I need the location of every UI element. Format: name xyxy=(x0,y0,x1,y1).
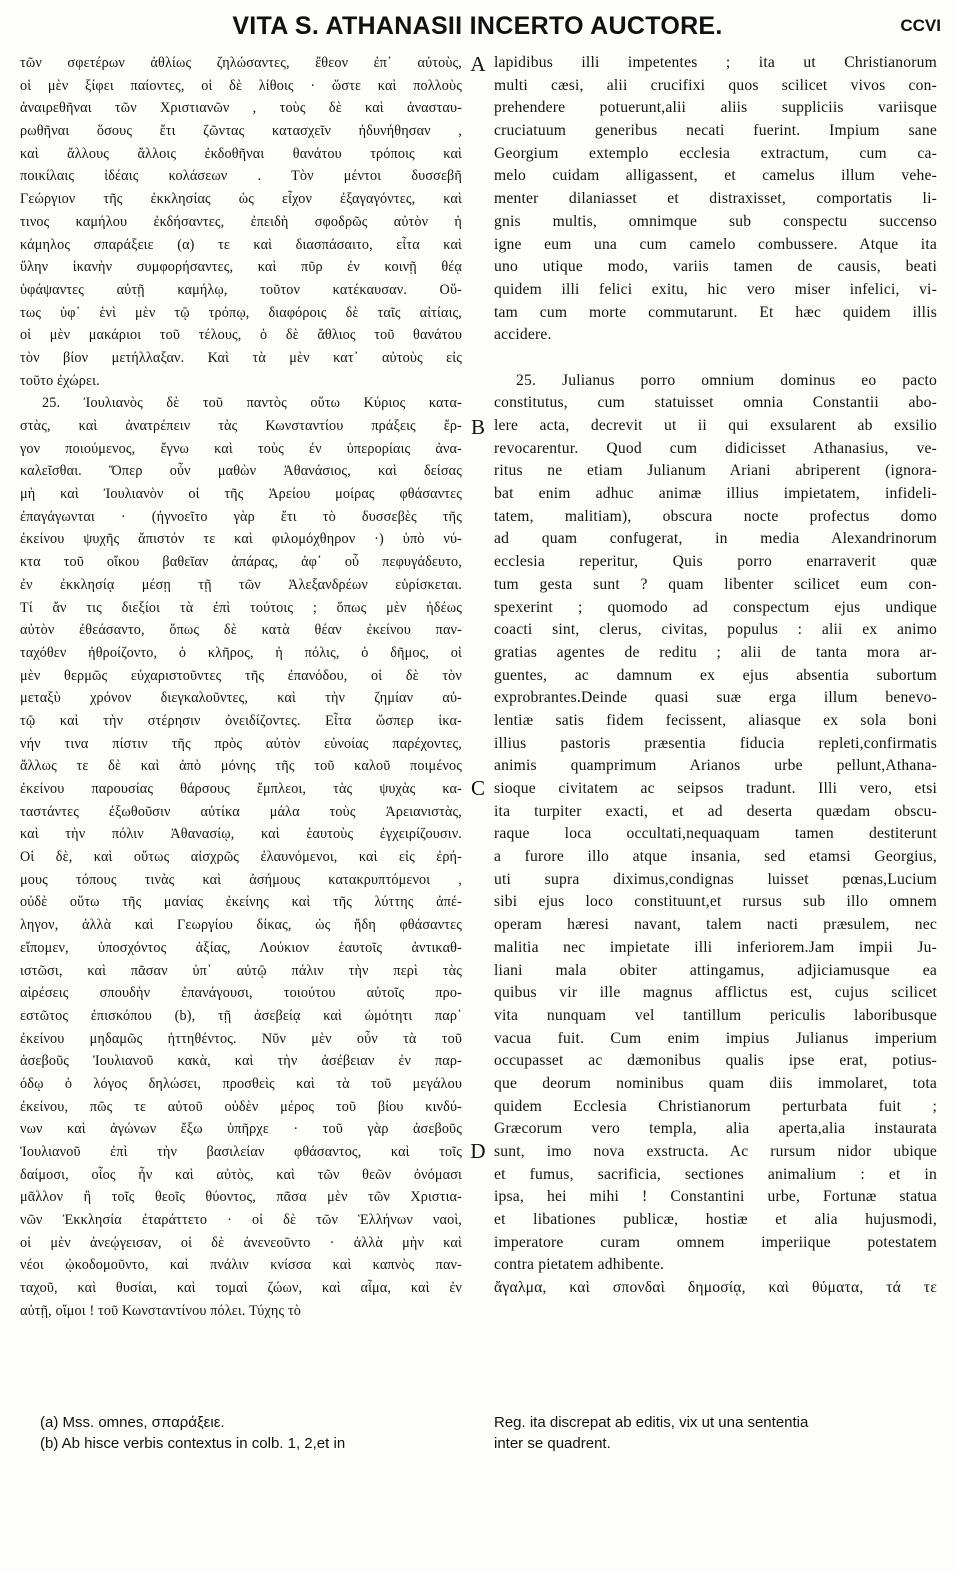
greek-text-line: τῷ καὶ τὴν στέρησιν ὀνειδίζοντες. Εἶτα ὥσπερ ἱκα- xyxy=(20,712,462,729)
latin-text-line: uno utique modo, variis tamen de causis, beati xyxy=(494,258,937,276)
running-title: VITA S. ATHANASII INCERTO AUCTORE. xyxy=(232,12,723,40)
latin-text-line: illius pastoris præsentia fiducia repleti,confirmatis xyxy=(494,734,937,752)
greek-text-line: οἱ μὲν μακάριοι τοῦ τέλους, ὁ δὲ ἄθλιος τοῦ θανάτου xyxy=(20,327,462,344)
latin-text-line: uti supra diximus,condignas luisset pœnas,Lucium xyxy=(494,870,937,888)
greek-text-line: ταχοῦ, καὶ θυσίαι, καὶ τομαὶ ζώων, καὶ αἷμα, καὶ ἐν xyxy=(20,1280,462,1297)
greek-text-line: γον ποιούμενος, ἔγνω καὶ τοὺς ἐν ὑπερορίαις ἀνα- xyxy=(20,440,462,457)
greek-text-line: καλεῖσθαι. Ὅπερ οὖν μαθὼν Ἀθανάσιος, καὶ δείσας xyxy=(20,463,462,480)
latin-text-line: liani mala obiter attingamus, adjiciamusque ea xyxy=(494,961,937,979)
greek-text-line: ἐκείνου ψυχῆς ἄπιστόν τε καὶ φιλομόχθηρον ·) ὑπὸ νύ- xyxy=(20,531,462,548)
greek-text-line: καὶ τὴν πόλιν Ἀθανασίῳ, καὶ ἑαυτοὺς ἐγχειρίζουσιν. xyxy=(20,826,462,843)
latin-text-line: tum gesta sunt ? quam libenter scilicet eum con- xyxy=(494,575,937,593)
footnote-line: inter se quadrent. xyxy=(494,1435,611,1452)
greek-text-line: μᾶλλον ἢ τοῖς θεοῖς θύοντος, πᾶσα μὲν τῶν Χριστια- xyxy=(20,1189,462,1206)
greek-text-line: τως ὑφ᾽ ἑνὶ μὲν τῷ τρόπῳ, διαφόροις δὲ ταῖς αἰτίαις, xyxy=(20,304,462,321)
latin-text-line: lentiæ satis fidem fecissent, aliasque ex sola boni xyxy=(494,711,937,729)
latin-text-line: et libationes publicæ, hostiæ et alia hujusmodi, xyxy=(494,1211,937,1229)
greek-text-line: Ἰουλιανοῦ ἐπὶ τὴν βασιλείαν φθάσαντος, καὶ τοῖς xyxy=(20,1144,462,1160)
latin-text-line: que deorum nominibus quam diis immolaret, tota xyxy=(494,1074,937,1092)
latin-text-line: Georgium extemplo ecclesia extractum, cum ca- xyxy=(494,144,937,162)
latin-text-line: gnis multis, omnimque sub conspectu succenso xyxy=(494,212,937,230)
latin-text-line: spexerint ; quomodo ad conspectum ejus undique xyxy=(494,598,937,616)
latin-text-line: bat enim adhuc animæ illius impietatem, infideli- xyxy=(494,485,937,503)
greek-text-line: αὐτὸν ἐθεάσαντο, ὅπως δὲ κατὰ θέαν ἐκείνου παν- xyxy=(20,622,462,639)
latin-text-line: tam cum morte commutarunt. Et hæc quidem illis xyxy=(494,303,937,321)
greek-text-line: ἐπαγάγωνται · (ἠγνοεῖτο γὰρ ἔτι τὸ δυσσεβὲς τῆς xyxy=(20,508,462,525)
latin-text-line: revocarentur. Quod cum didicisset Athanasius, ve- xyxy=(494,439,937,457)
latin-text-line: occupasset ac dæmonibus qualis ipse erat, potius- xyxy=(494,1052,937,1070)
latin-text-line: ad quam confugerat, in media Alexandrinorum xyxy=(494,530,937,548)
greek-text-line: ληγον, ἀλλὰ καὶ Γεωργίου δίκας, ὡς ἤδη φθάσαντες xyxy=(20,917,462,934)
latin-text-line: et fumus, sacrificia, sectiones animalium : et in xyxy=(494,1165,937,1183)
latin-text-line: lapidibus illi impetentes ; ita ut Christianorum xyxy=(494,54,937,71)
greek-text-line: τὸν βίον μετήλλαξαν. Καὶ τὰ μὲν κατ᾽ αὐτοὺς εἰς xyxy=(20,349,462,366)
greek-text-column xyxy=(20,52,462,1323)
latin-text-line: imperatore curam omnem imperiique potestatem xyxy=(494,1233,937,1251)
latin-text-line: sioque civitatem ac seipsos tradunt. Illi vero, etsi xyxy=(494,780,937,797)
latin-text-line: guentes, ac damnum ex ejus absentia subortum xyxy=(494,666,937,684)
latin-text-line: operam hæresi navant, talem nacti præsulem, nec xyxy=(494,916,937,934)
latin-text-line: multi cæsi, alii crucifixi quos scilicet vivos con- xyxy=(494,76,937,94)
greek-text-line: ἀσεβοῦς Ἰουλιανοῦ κακὰ, καὶ τὴν ἀσέβειαν ἐν παρ- xyxy=(20,1053,462,1070)
greek-text-line: ἄλλως τε δὲ καὶ ἀπὸ μόνης τῆς τοῦ καλοῦ ποιμένος xyxy=(20,758,462,775)
latin-text-line: constitutus, cum statuisset omnia Constantii abo- xyxy=(494,394,937,412)
greek-text-line: μὲν θερμῶς εὐχαριστοῦντες τῆς ἐπανόδου, οἱ δὲ τὸν xyxy=(20,667,462,684)
greek-text-line: νήν τινα πίστιν τῆς πρὸς αὐτὸν εὐνοίας παρέχοντες, xyxy=(20,735,462,752)
latin-text-line: accidere. xyxy=(494,326,552,344)
greek-text-line: μους τόπους τινὰς καὶ ἀσήμους κατακρυπτόμενοι , xyxy=(20,871,462,888)
greek-text-line: εστῶτος ἐπισκόπου (b), τῇ ἀσεβείᾳ καὶ ὠμότητι παρ᾽ xyxy=(20,1007,462,1024)
latin-text-line: raque loca occultati,nequaquam tamen destiterunt xyxy=(494,825,937,843)
latin-text-line: ita turpiter exacti, et ad deserta quædam obscu- xyxy=(494,802,937,820)
greek-text-line: κτα τοῦ οἴκου βαθεῖαν ἀπάρας, ἀφ᾽ οὗ πεφυγάδευτο, xyxy=(20,554,462,571)
footnotes-right xyxy=(494,1412,934,1454)
greek-text-line: καὶ ἄλλους ἄλλοις ἐκδοθῆναι θανάτου τρόποις καὶ xyxy=(20,145,462,162)
greek-text-line: Οἱ δὲ, καὶ οὕτως αἰσχρῶς ἐλαυνόμενοι, καὶ εἰς ἐρή- xyxy=(20,849,462,866)
latin-text-line: menter dilaniasset et distraxisset, comportatis li- xyxy=(494,190,937,208)
latin-text-line: prehendere potuerunt,alii aliis suppliciis variisque xyxy=(494,99,937,117)
page-header xyxy=(0,8,955,48)
greek-text-line: μὴ καὶ Ἰουλιανὸν οἱ τῆς Ἀρείου μοίρας φθάσαντες xyxy=(20,486,462,503)
latin-text-line: cruciatuum generibus necati fuerint. Impium sane xyxy=(494,122,937,140)
greek-text-line: νῶν Ἐκκλησία ἐταράττετο · οἱ δὲ τῶν Ἑλλήνων ναοὶ, xyxy=(20,1212,462,1229)
greek-text-line: ιστῶσι, καὶ πᾶσαν ὑπ᾽ αὐτῷ πάλιν τὴν περὶ τὰς xyxy=(20,962,462,979)
greek-text-line: ὕλην ἱκανὴν συμφορήσαντες, καὶ πῦρ ἐν κοινῇ θέᾳ xyxy=(20,259,462,276)
greek-text-line: τοῦτο ἐχώρει. xyxy=(20,372,100,389)
greek-text-line: μεταξὺ χρόνον διεγκαλοῦντες, καὶ τὴν ζημίαν αὐ- xyxy=(20,690,462,707)
latin-text-line: a furore illo atque insania, sed etamsi Georgius, xyxy=(494,848,937,866)
footnotes-left xyxy=(40,1412,470,1454)
greek-text-line: νέοι ᾠκοδομοῦντο, καὶ πνάλιν κνίσσα καὶ καπνὸς παν- xyxy=(20,1257,462,1274)
greek-text-line: τῶν σφετέρων ἀθλίως ζηλώσαντες, ἔθεον ἐπ᾽ αὐτοὺς, xyxy=(20,55,462,71)
margin-marker-a: A xyxy=(470,52,486,76)
latin-text-line: ἄγαλμα, καὶ σπονδαὶ δημοσίᾳ, καὶ θύματα, τά τε xyxy=(494,1279,937,1297)
greek-text-line: Τί ἄν τις διεξίοι τὰ ἐπὶ τούτοις ; ὅπως μὲν ἡδέως xyxy=(20,599,462,616)
latin-text-line: sibi ejus loco constituunt,et rursus sub illo omnem xyxy=(494,893,937,911)
greek-text-line: ἐκείνου μηδαμῶς ἡττηθέντος. Νῦν μὲν οὖν τὰ τοῦ xyxy=(20,1030,462,1047)
greek-text-line: κάμηλος σπαράξειε (α) τε καὶ διασπάσαιτο, εἶτα καὶ xyxy=(20,236,462,253)
greek-text-line: οἱ μὲν ἀνεῴγεισαν, οἱ δὲ ἀνενεοῦντο · ἀλλὰ μὴν καὶ xyxy=(20,1234,462,1251)
latin-text-line: igne eum una cum camelo combussere. Atque ita xyxy=(494,235,937,253)
latin-text-line: coacti sint, clerus, civitas, populus : alii ex animo xyxy=(494,621,937,639)
greek-text-line: δαίμοσι, οἷος ἦν καὶ αὐτὸς, καὶ τῶν θεῶν ὀνόμασι xyxy=(20,1166,462,1183)
latin-text-line: ecclesia reperitur, Quis porro enarraverit quæ xyxy=(494,553,937,571)
latin-text-line: quibus vir ille magnus afflictus est, cujus scilicet xyxy=(494,984,937,1002)
latin-text-line: malitia nec impietate illi inferiorem.Jam impii Ju- xyxy=(494,938,937,956)
greek-text-line: ἐκείνου, πῶς τε αὐτοῦ οὐδὲν μέρος τοῦ βίου κινδύ- xyxy=(20,1098,462,1115)
footnote-line: (b) Ab hisce verbis contextus in colb. 1, 2,et in xyxy=(40,1435,346,1452)
latin-text-line: quidem illi felici exitu, hic vero miser infelici, vi- xyxy=(494,280,937,298)
greek-text-line: Γεώργιον τῆς ἐκκλησίας ὡς εἶχον ἐξαγαγόντες, καὶ xyxy=(20,191,462,208)
greek-text-line: οὐδὲ οὕτω τῆς μανίας ἐκείνης καὶ τῆς λύττης ἀπέ- xyxy=(20,894,462,911)
greek-text-line: ὑφάψαντες αὐτῇ καμήλῳ, τοῦτον κατέκαυσαν. Οὕ- xyxy=(20,281,462,298)
greek-text-line: ἐκείνου παρουσίας θάρσους ἔμπλεοι, τὰς ψυχὰς κα- xyxy=(20,781,462,797)
latin-text-line: Græcorum vero templa, alia aperta,alia instaurata xyxy=(494,1120,937,1138)
latin-text-line: exprobrantes.Deinde quasi suæ erga illum benevo- xyxy=(494,689,937,707)
footnote-line: Reg. ita discrepat ab editis, vix ut una sententia xyxy=(494,1414,809,1431)
folio-number: CCVI xyxy=(900,16,941,35)
latin-text-line: 25. Julianus porro omnium dominus eo pacto xyxy=(516,371,937,389)
greek-text-line: ταστάντες ἐξωθοῦσιν αὐτίκα μάλα τοὺς Ἀρειανιστὰς, xyxy=(20,803,462,820)
greek-text-line: αὐτῇ, οἴμοι ! τοῦ Κωνσταντίνου πόλει. Τύχης τὸ xyxy=(20,1302,302,1319)
latin-text-column xyxy=(494,52,937,1300)
greek-text-line: ἐν ἐκκλησίᾳ μέσῃ τῇ τῶν Ἀλεξανδρέων εὑρίσκεται. xyxy=(20,576,462,593)
latin-text-line: lere acta, decrevit ut ii qui exsularent ab exsilio xyxy=(494,417,937,434)
margin-marker-d: D xyxy=(470,1139,486,1163)
greek-text-line: στὰς, καὶ ἀνατρέπειν τὰς Κωνσταντίου πράξεις ἔρ- xyxy=(20,418,462,434)
latin-text-line: ritus ne etiam Julianum Ariani abriperent (ignora- xyxy=(494,462,937,480)
latin-text-line: ipsa, hei mihi ! Constantini urbe, Fortunæ statua xyxy=(494,1188,937,1206)
greek-text-line: ποικίλαις ἰδέαις κολάσεων . Τὸν μέντοι δυσσεβῆ xyxy=(20,168,462,185)
greek-text-line: ταχόθεν ἠθροίζοντο, ὁ κλῆρος, ἡ πόλις, ὁ δῆμος, οἱ xyxy=(20,644,462,661)
greek-text-line: αἱρέσεις σπουδὴν ἐπανάγουσι, τοιούτου αὐτοῖς προ- xyxy=(20,985,462,1002)
latin-text-line: vacua fuit. Cum enim impius Julianus imperium xyxy=(494,1029,937,1047)
latin-text-line: melo cuidam alligassent, et camelus illum vehe- xyxy=(494,167,937,185)
greek-text-line: νων καὶ ἀγώνων ἔξω ὑπῆρχε · τοῦ γὰρ ἀσεβοῦς xyxy=(20,1121,462,1138)
greek-text-line: εἴπομεν, ὑποσχόντος ἀξίας, Λούκιον ἑαυτοῖς ἀντικαθ- xyxy=(20,939,462,956)
margin-marker-b: B xyxy=(470,415,485,439)
greek-text-line: ρωθῆναι ὅσους ἔτι ζῶντας κατασχεῖν ἠδυνήθησαν , xyxy=(20,123,462,140)
greek-text-line: 25. Ἰουλιανὸς δὲ τοῦ παντὸς οὕτω Κύριος κατα- xyxy=(42,395,462,412)
margin-marker-c: C xyxy=(470,776,485,800)
footnote-line: (a) Mss. omnes, σπαράξειε. xyxy=(40,1414,225,1431)
greek-text-line: όδῳ ὁ λόγος δηλώσει, προσθεὶς καὶ τὰ τοῦ μεγάλου xyxy=(20,1075,462,1092)
latin-text-line: quidem Ecclesia Christianorum perturbata fuit ; xyxy=(494,1097,937,1115)
latin-text-line: sunt, imo nova exstructa. Ac rursum nidor ubique xyxy=(494,1143,937,1160)
latin-text-line: vita nunquam vel tantillum periculis laboribusque xyxy=(494,1006,937,1024)
greek-text-line: οἱ μὲν ξίφει παίοντες, οἱ δὲ λίθοις · ὥστε καὶ πολλοὺς xyxy=(20,77,462,94)
latin-text-line: animis quamprimum Arianos urbe pellunt,Athana- xyxy=(494,757,937,775)
greek-text-line: τινος καμήλου ἐκδήσαντες, ἐπειδὴ σφοδρῶς αὐτὸν ἡ xyxy=(20,213,462,230)
greek-text-line: ἀναιρεθῆναι τῶν Χριστιανῶν , τοὺς δὲ καὶ ἀνασταυ- xyxy=(20,100,462,117)
paragraph-gap xyxy=(494,347,937,370)
latin-text-line: contra pietatem adhibente. xyxy=(494,1256,665,1274)
latin-text-line: tatem, malitiam), obscura nocte profectus domo xyxy=(494,507,937,525)
latin-text-line: gratias agentes de reditu ; alii de tanta mora ar- xyxy=(494,643,937,661)
